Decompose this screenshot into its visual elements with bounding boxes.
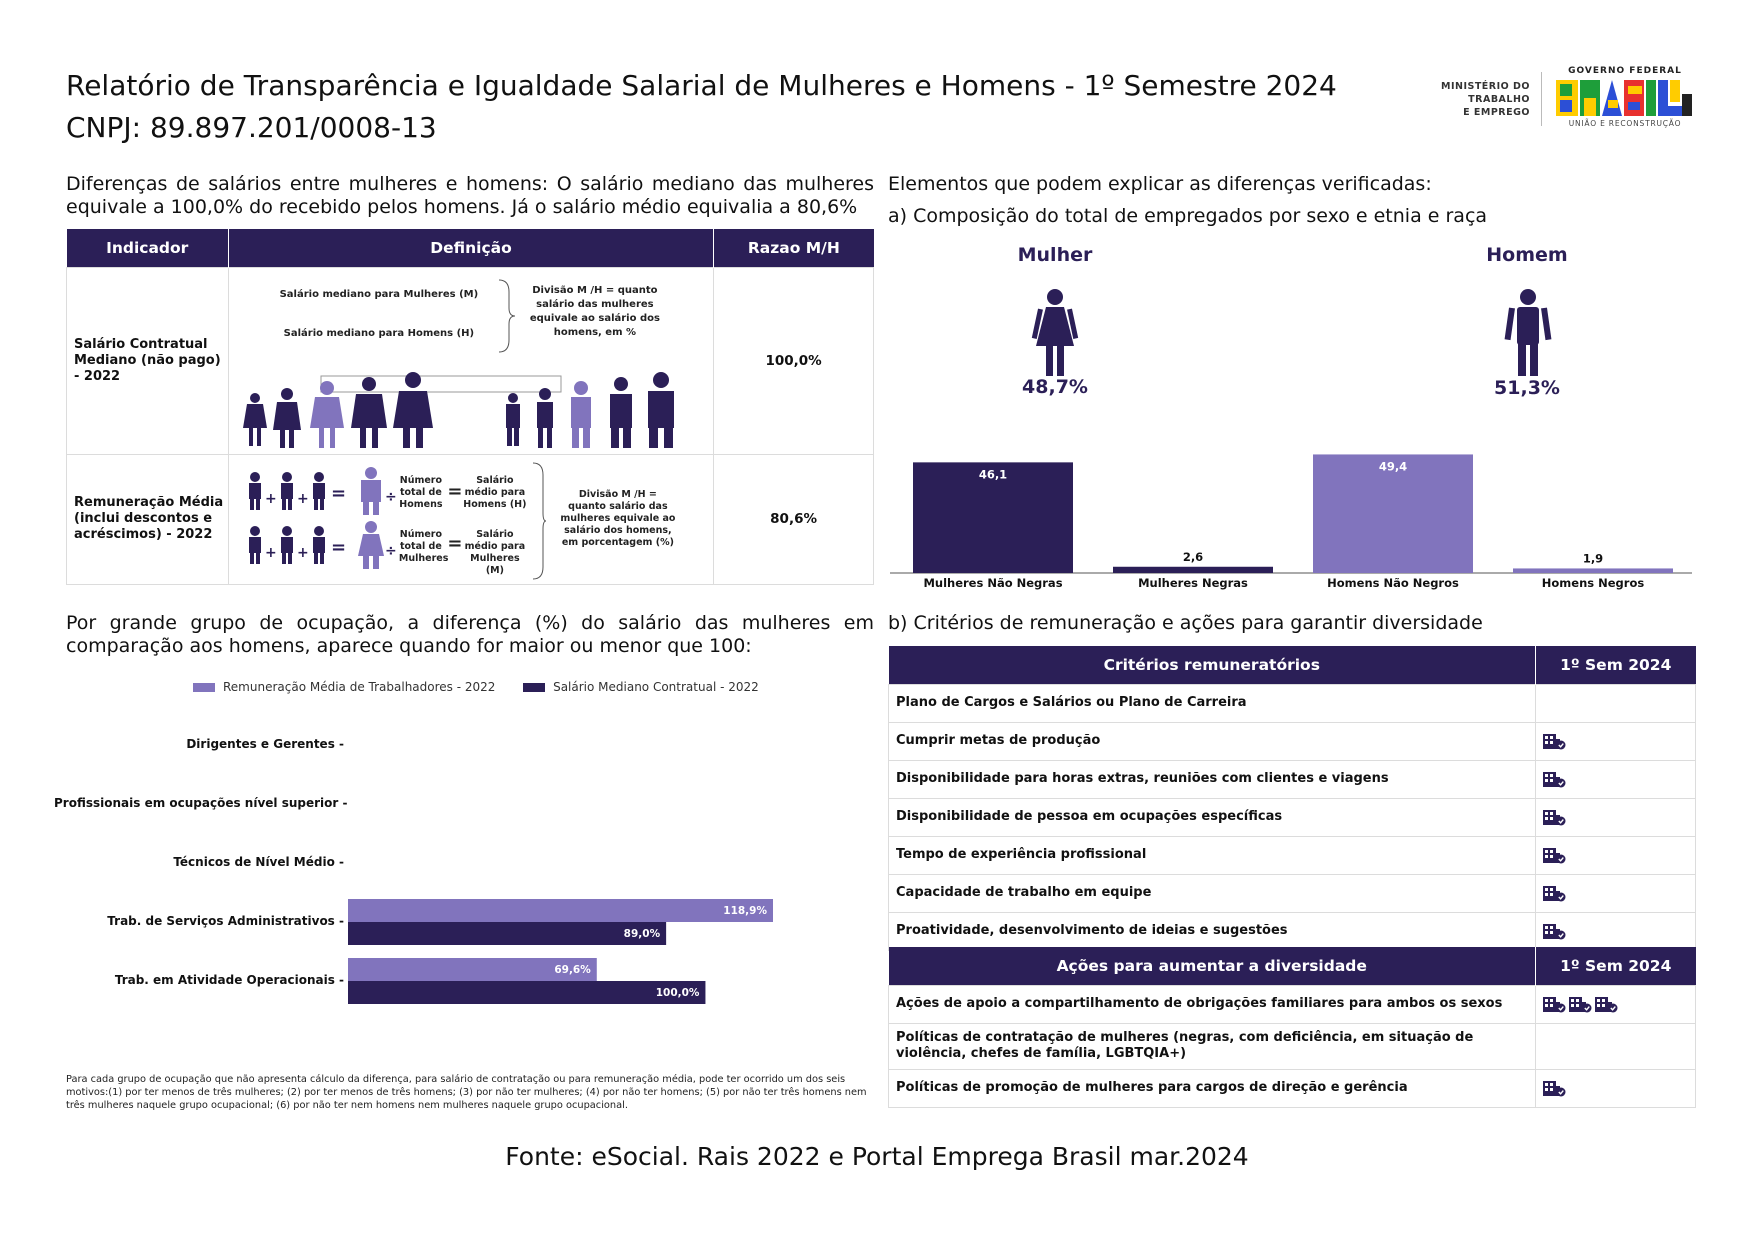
svg-text:÷: ÷ — [384, 488, 397, 505]
gov-bottom-label: UNIÃO E RECONSTRUÇÃO — [1568, 119, 1682, 128]
report-title: Relatório de Transparência e Igualdade Salarial de Mulheres e Homens - 1º Semestre 2024 — [66, 69, 1337, 102]
row-label: Proatividade, desenvolvimento de ideias e sugestões — [889, 912, 1536, 950]
women-pct: 48,7% — [1022, 376, 1088, 398]
hbar-value-label: 89,0% — [623, 928, 661, 940]
category-label: Trab. de Serviços Administrativos - — [107, 914, 344, 928]
salary-ratio-table — [66, 229, 874, 585]
elements-intro: Elementos que podem explicar as diferenças verificadas: — [888, 173, 1432, 195]
num-men-label: Número total de Homens — [399, 474, 443, 510]
company-building-check-icon — [1542, 995, 1566, 1013]
man-figure-icon — [1507, 288, 1549, 376]
svg-text:=: = — [330, 482, 346, 504]
criteria-period: 1º Sem 2024 — [1536, 646, 1696, 684]
definition-median — [228, 267, 713, 454]
indicator-average: Remuneração Média (inclui descontos e acréscimos) - 2022 — [67, 454, 229, 584]
criteria-intro: b) Critérios de remuneração e ações para garantir diversidade — [888, 612, 1483, 634]
row-status — [1536, 1069, 1696, 1107]
category-label: Profissionais em ocupações nível superior - — [54, 796, 348, 810]
company-building-check-icon — [1568, 995, 1592, 1013]
table-row — [67, 267, 874, 454]
bar-value-label: 49,4 — [1378, 459, 1408, 474]
company-building-check-icon — [1542, 884, 1566, 902]
company-building-check-icon — [1542, 846, 1566, 864]
ministry-line: MINISTÉRIO DO — [1441, 81, 1530, 92]
gov-top-label: GOVERNO FEDERAL — [1568, 66, 1682, 76]
median-women-label: Salário mediano para Mulheres (M) — [279, 288, 479, 300]
category-label: Técnicos de Nível Médio - — [173, 855, 344, 869]
row-label: Plano de Cargos e Salários ou Plano de Carreira — [889, 684, 1536, 722]
avg-men-label: Salário médio para Homens (H) — [463, 474, 527, 510]
diversity-header: Ações para aumentar a diversidade — [889, 947, 1536, 985]
row-status — [1536, 836, 1696, 874]
table-row — [889, 1023, 1696, 1069]
svg-text:÷: ÷ — [384, 542, 397, 559]
diversity-period: 1º Sem 2024 — [1536, 947, 1696, 985]
source-footer: Fonte: eSocial. Rais 2022 e Portal Emprega Brasil mar.2024 — [505, 1142, 1249, 1171]
bar-category-label: Mulheres Negras — [1138, 576, 1248, 590]
equals-icon: = — [447, 532, 463, 554]
table-row — [889, 912, 1696, 950]
composition-intro: a) Composição do total de empregados por sexo e etnia e raça — [888, 205, 1488, 227]
ministry-line: TRABALHO — [1468, 94, 1530, 105]
criteria-table — [888, 646, 1696, 951]
bar-category-label: Homens Negros — [1541, 576, 1645, 590]
table-row — [889, 1069, 1696, 1107]
logo-divider — [1541, 72, 1542, 126]
category-label: Trab. em Atividade Operacionais - — [114, 973, 344, 987]
row-status — [1536, 1023, 1696, 1069]
bar-value-label: 1,9 — [1582, 551, 1604, 566]
diversity-table — [888, 947, 1696, 1108]
row-label: Ações de apoio a compartilhamento de obrigações familiares para ambos os sexos — [889, 985, 1536, 1023]
men-label: Homem — [1486, 244, 1568, 266]
salary-difference-intro: Diferenças de salários entre mulheres e homens: O salário mediano das mulheres equivale a 100,0% do recebido pelos homens. Já o salário médio equivalia a 80,6% — [66, 173, 874, 218]
svg-text:+: + — [296, 544, 309, 561]
footnote: Para cada grupo de ocupação que não apresenta cálculo da diferença, para salário de contratação ou para remuneração média, pode ter ocorrido um dos seis motivos:(1) por ter menos de três mulheres; (2) por ter menos de três homens; (3) por não ter mulheres; (4) por não ter homens; (5) por não ter três homens nem três mulheres naquele grupo ocupacional; (6) por não ter nem homens nem mulheres naquele grupo ocupacional. — [66, 1074, 867, 1111]
bar-category-label: Homens Não Negros — [1327, 576, 1459, 590]
table-header-row — [67, 229, 874, 267]
definition-average — [228, 454, 713, 584]
company-building-check-icon — [1542, 808, 1566, 826]
men-pct: 51,3% — [1494, 377, 1560, 399]
bar-value-label: 46,1 — [978, 467, 1008, 482]
company-building-check-icon — [1542, 732, 1566, 750]
bar-value-label: 2,6 — [1182, 549, 1204, 564]
people-figures-icon — [241, 364, 711, 450]
hbar-value-label: 69,6% — [554, 964, 591, 976]
median-division-label: Divisão M /H = quanto salário das mulheres equivale ao salário dos homens, em % — [529, 284, 660, 338]
bar-3 — [1513, 568, 1673, 573]
table-row — [889, 836, 1696, 874]
table-header-row — [889, 646, 1696, 684]
row-label: Capacidade de trabalho em equipe — [889, 874, 1536, 912]
company-building-check-icon — [1594, 995, 1618, 1013]
table-row — [889, 874, 1696, 912]
table-row — [889, 722, 1696, 760]
svg-text:=: = — [330, 536, 346, 558]
row-status — [1536, 684, 1696, 722]
table-row — [889, 684, 1696, 722]
hbar-value-label: 100,0% — [655, 987, 700, 999]
table-row — [67, 454, 874, 584]
svg-text:+: + — [264, 490, 277, 507]
sum-figures-icon — [245, 469, 395, 579]
ministry-line: E EMPREGO — [1463, 107, 1530, 118]
median-men-label: Salário mediano para Homens (H) — [283, 327, 475, 339]
avg-division-label: Divisão M /H = quanto salário das mulheres equivale ao salário dos homens, em porcentagem (%) — [560, 488, 676, 548]
row-status — [1536, 912, 1696, 950]
svg-text:+: + — [264, 544, 277, 561]
category-label: Dirigentes e Gerentes - — [186, 737, 344, 751]
bar-category-label: Mulheres Não Negras — [923, 576, 1063, 590]
cnpj: CNPJ: 89.897.201/0008-13 — [66, 111, 437, 144]
col-definicao: Definição — [228, 229, 713, 267]
legend-label-avg: Remuneração Média de Trabalhadores - 2022 — [223, 680, 496, 694]
col-indicador: Indicador — [67, 229, 229, 267]
occupation-bar-chart — [348, 720, 868, 1020]
company-building-check-icon — [1542, 770, 1566, 788]
row-label: Cumprir metas de produção — [889, 722, 1536, 760]
brace-icon — [531, 461, 547, 581]
ethnicity-bar-chart — [888, 440, 1698, 590]
col-razao: Razao M/H — [714, 229, 874, 267]
hbar-4-1 — [348, 981, 705, 1004]
table-header-row — [889, 947, 1696, 985]
hbar-3-1 — [348, 922, 666, 945]
company-building-check-icon — [1542, 1079, 1566, 1097]
occupation-intro: Por grande grupo de ocupação, a diferença (%) do salário das mulheres em comparação aos homens, aparece quando for maior ou menor que 100: — [66, 612, 874, 657]
ratio-median: 100,0% — [714, 267, 874, 454]
hbar-3-0 — [348, 899, 773, 922]
row-label: Disponibilidade para horas extras, reuniões com clientes e viagens — [889, 760, 1536, 798]
legend-swatch-median — [523, 683, 545, 692]
row-status — [1536, 874, 1696, 912]
table-row — [889, 798, 1696, 836]
row-status — [1536, 985, 1696, 1023]
table-row — [889, 985, 1696, 1023]
num-women-label: Número total de Mulheres — [398, 528, 449, 564]
row-label: Disponibilidade de pessoa em ocupações específicas — [889, 798, 1536, 836]
ministry-logo-text — [1420, 80, 1530, 119]
row-status — [1536, 760, 1696, 798]
row-status — [1536, 798, 1696, 836]
women-label: Mulher — [1017, 244, 1093, 266]
row-status — [1536, 722, 1696, 760]
indicator-median: Salário Contratual Mediano (não pago) - 2022 — [67, 267, 229, 454]
criteria-header: Critérios remuneratórios — [889, 646, 1536, 684]
table-row — [889, 760, 1696, 798]
ratio-average: 80,6% — [714, 454, 874, 584]
row-label: Tempo de experiência profissional — [889, 836, 1536, 874]
equals-icon: = — [447, 480, 463, 502]
legend-swatch-avg — [193, 683, 215, 692]
brasil-logo — [1556, 78, 1692, 118]
avg-women-label: Salário médio para Mulheres (M) — [464, 528, 526, 576]
legend-label-median: Salário Mediano Contratual - 2022 — [553, 680, 759, 694]
row-label: Políticas de promoção de mulheres para cargos de direção e gerência — [889, 1069, 1536, 1107]
brace-icon — [497, 278, 517, 354]
svg-text:+: + — [296, 490, 309, 507]
chart-legend — [193, 680, 759, 694]
bar-1 — [1113, 567, 1273, 573]
company-building-check-icon — [1542, 922, 1566, 940]
row-label: Políticas de contratação de mulheres (negras, com deficiência, em situação de violência, chefes de família, LGBTQIA+) — [889, 1023, 1536, 1069]
woman-figure-icon — [1034, 288, 1076, 376]
hbar-value-label: 118,9% — [723, 905, 767, 917]
